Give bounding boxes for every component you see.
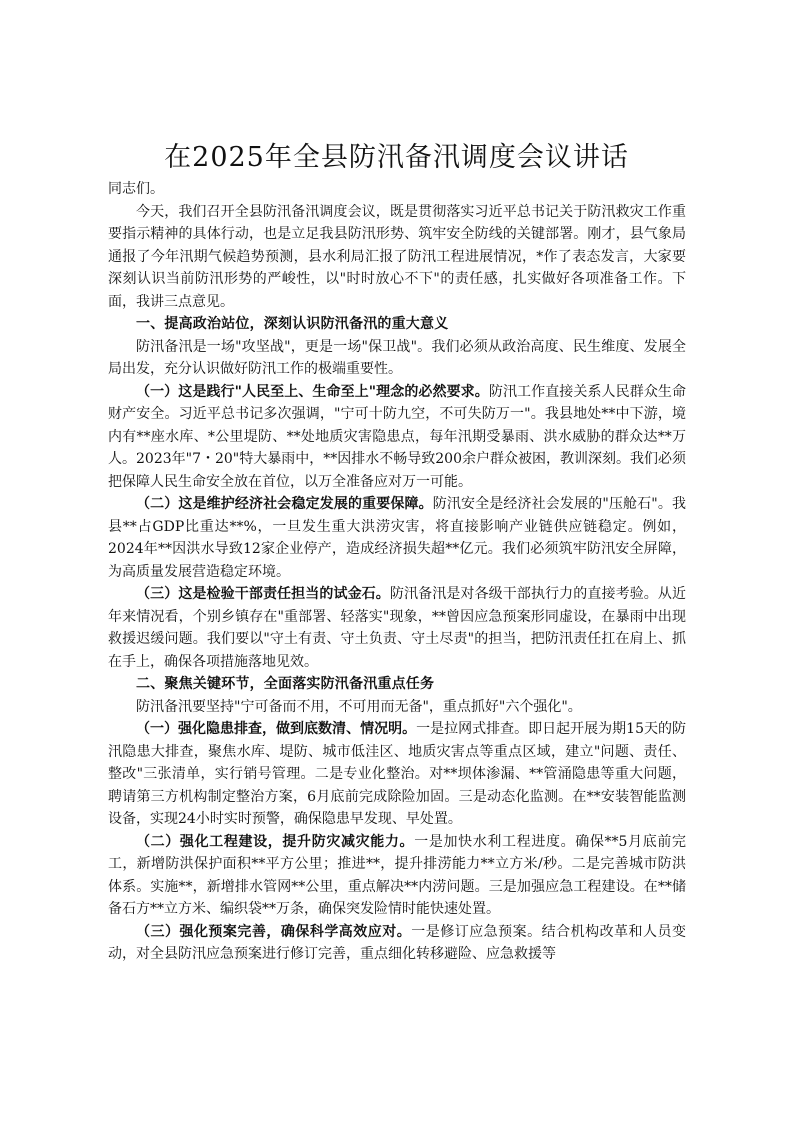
section-1-point-2 xyxy=(108,493,686,583)
point-text: 防汛备汛是对各级干部执行力的直接考验。从近年来情况看，个别乡镇存在"重部署、轻落实"现象，**曾因应急预案形同虚设，在暴雨中出现救援迟缓问题。我们要以"守土有责、守土负责、守土尽责"的担当，把防汛责任扛在肩上、抓在手上，确保各项措施落地见效。 xyxy=(108,586,687,670)
section-2-point-1 xyxy=(108,718,686,831)
point-text: 一是拉网式排查。即日起开展为期15天的防汛隐患大排查，聚焦水库、堤防、城市低洼区、地质灾害点等重点区域，建立"问题、责任、整改"三张清单，实行销号管理。二是专业化整治。对**坝体渗漏、**管涌隐患等重大问题，聘请第三方机构制定整治方案，6月底前完成除险加固。三是动态化监测。在**安装智能监测设备，实现24小时实时预警，确保隐患早发现、早处置。 xyxy=(108,721,686,827)
section-2-intro: 防汛备汛要坚持"宁可备而不用，不可用而无备"，重点抓好"六个强化"。 xyxy=(136,698,582,715)
point-lead: （一）强化隐患排查，做到底数清、情况明。 xyxy=(136,721,417,737)
section-2-point-2 xyxy=(108,831,686,921)
point-lead: （三）这是检验干部责任担当的试金石。 xyxy=(136,586,390,602)
section-heading-1: 一、提高政治站位，深刻认识防汛备汛的重大意义 xyxy=(136,316,449,332)
point-lead: （二）这是维护经济社会稳定发展的重要保障。 xyxy=(136,496,433,512)
document-title: 在2025年全县防汛备汛调度会议讲话 xyxy=(164,142,629,173)
point-lead: （一）这是践行"人民至上、生命至上"理念的必然要求。 xyxy=(136,383,489,400)
section-heading-2: 二、聚焦关键环节，全面落实防汛备汛重点任务 xyxy=(136,676,435,692)
point-text: 一是修订应急预案。结合机构改革和人员变动，对全县防汛应急预案进行修订完善，重点细化转移避险、应急救援等 xyxy=(108,923,687,962)
document-body xyxy=(108,178,686,966)
section-1-intro: 防汛备汛是一场"攻坚战"，更是一场"保卫战"。我们必须从政治高度、民生维度、发展全局出发，充分认识做好防汛工作的极端重要性。 xyxy=(108,338,686,377)
section-2-point-3 xyxy=(108,921,686,966)
point-lead: （三）强化预案完善，确保科学高效应对。 xyxy=(136,923,412,940)
section-1-point-1 xyxy=(108,381,686,494)
intro-paragraph: 今天，我们召开全县防汛备汛调度会议，既是贯彻落实习近平总书记关于防汛救灾工作重要指示精神的具体行动，也是立足我县防汛形势、筑牢安全防线的关键部署。刚才，县气象局通报了今年汛期气候趋势预测，县水利局汇报了防汛工程进展情况，*作了表态发言，大家要深刻认识当前防汛形势的严峻性，以"时时放心不下"的责任感，扎实做好各项准备工作。下面，我讲三点意见。 xyxy=(108,203,686,310)
point-lead: （二）强化工程建设，提升防灾减灾能力。 xyxy=(136,833,415,850)
section-1-point-3 xyxy=(108,583,686,673)
salutation: 同志们。 xyxy=(108,181,164,197)
point-text: 防汛安全是经济社会发展的"压舱石"。我县**占GDP比重达**%，一旦发生重大洪涝灾害，将直接影响产业链供应链稳定。例如，2024年**因洪水导致12家企业停产，造成经济损失超**亿元。我们必须筑牢防汛安全屏障，为高质量发展营造稳定环境。 xyxy=(108,496,686,580)
point-text: 一是加快水利工程进度。确保**5月底前完工，新增防洪保护面积**平方公里；推进**，提升排涝能力**立方米/秒。二是完善城市防洪体系。实施**，新增排水管网**公里，重点解决**内涝问题。三是加强应急工程建设。在**储备石方**立方米、编织袋**万条，确保突发险情时能快速处置。 xyxy=(108,833,686,917)
point-text: 防汛工作直接关系人民群众生命财产安全。习近平总书记多次强调，"宁可十防九空，不可失防万一"。我县地处**中下游，境内有**座水库、*公里堤防、**处地质灾害隐患点，每年汛期受暴雨、洪水威胁的群众达**万人。2023年"7・20"特大暴雨中，**因排水不畅导致200余户群众被困，教训深刻。我们必须把保障人民生命安全放在首位，以万全准备应对万一可能。 xyxy=(108,383,686,490)
